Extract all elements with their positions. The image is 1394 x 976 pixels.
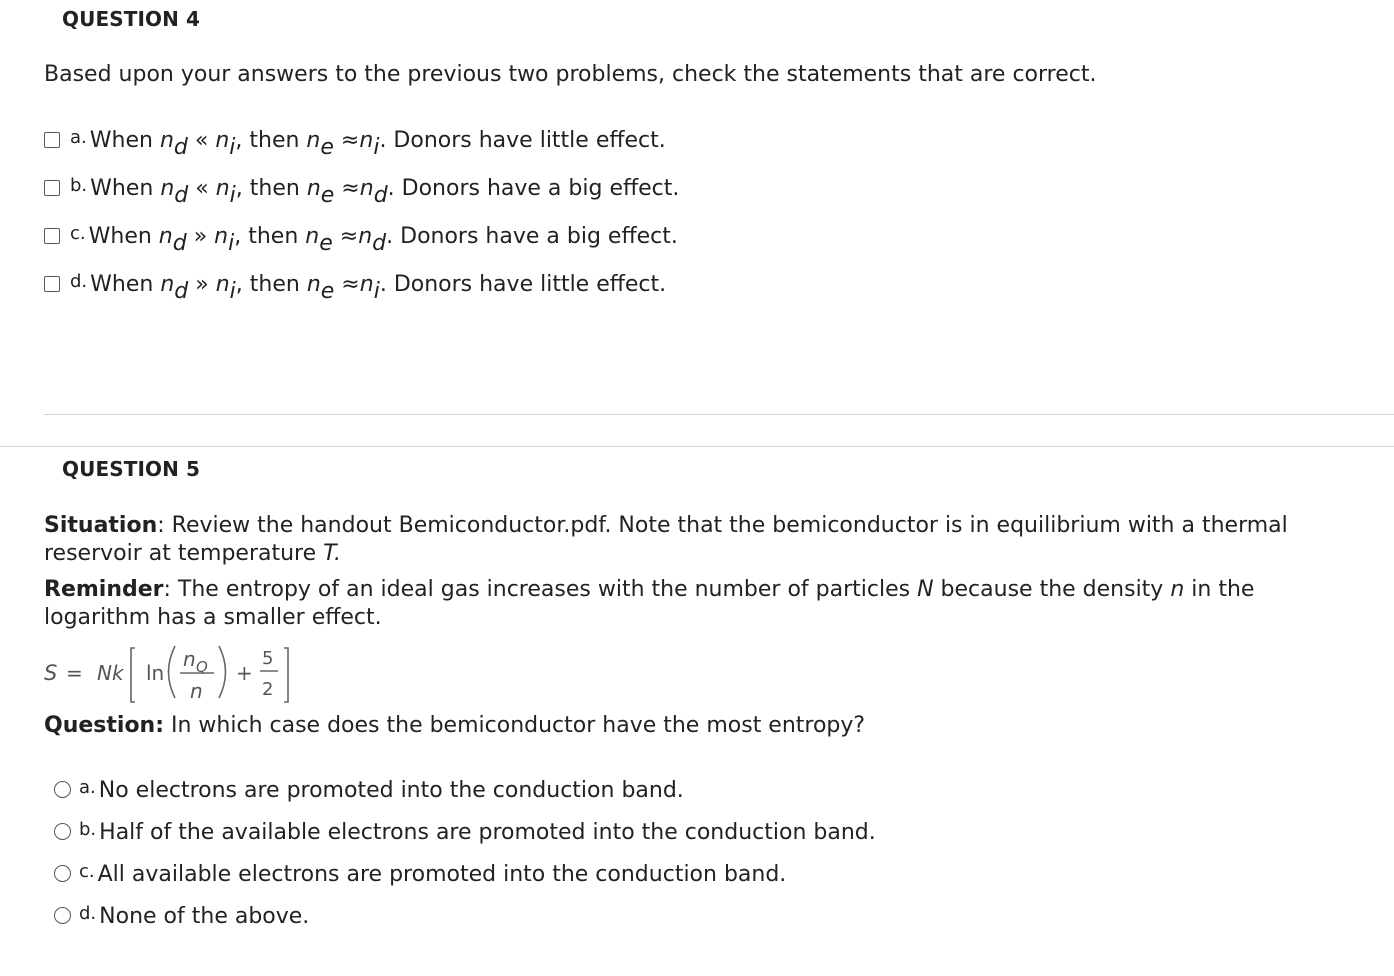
radio-c[interactable] bbox=[54, 865, 71, 882]
choice-letter: d. bbox=[70, 271, 88, 292]
checkbox-a[interactable] bbox=[44, 132, 60, 148]
question-5-title: QUESTION 5 bbox=[62, 457, 201, 481]
option-letter: c. bbox=[79, 861, 95, 882]
radio-b[interactable] bbox=[54, 823, 71, 840]
checkbox-c[interactable] bbox=[44, 228, 60, 244]
option-text: None of the above. bbox=[99, 904, 310, 929]
svg-text:ln: ln bbox=[146, 661, 165, 685]
svg-text:5: 5 bbox=[262, 648, 274, 669]
svg-text:+: + bbox=[236, 661, 253, 685]
option-text: No electrons are promoted into the conduction band. bbox=[98, 778, 684, 803]
q4-choice-b[interactable] bbox=[44, 175, 680, 208]
checkbox-d[interactable] bbox=[44, 276, 60, 292]
svg-text:Nk: Nk bbox=[97, 661, 124, 685]
choice-letter: a. bbox=[70, 127, 87, 148]
option-text: All available electrons are promoted into the conduction band. bbox=[97, 862, 787, 887]
q5-option-b[interactable] bbox=[54, 820, 876, 845]
q5-option-a[interactable] bbox=[54, 778, 684, 803]
choice-letter: c. bbox=[70, 223, 86, 244]
question-4-title: QUESTION 4 bbox=[62, 7, 201, 31]
svg-text:=: = bbox=[66, 661, 83, 685]
situation-text: Situation: Review the handout Bemiconductor.pdf. Note that the bemiconductor is in equilibrium with a thermal reservoir at temperature T. bbox=[44, 513, 1288, 566]
reminder-text: Reminder: The entropy of an ideal gas increases with the number of particles N because the density n in the logarithm has a smaller effect. bbox=[44, 577, 1255, 630]
option-letter: b. bbox=[79, 819, 97, 840]
option-text: Half of the available electrons are promoted into the conduction band. bbox=[99, 820, 876, 845]
q4-choice-c[interactable] bbox=[44, 223, 678, 256]
question-4-prompt: Based upon your answers to the previous two problems, check the statements that are correct. bbox=[44, 62, 1097, 87]
choice-text: When nd » ni, then ne ≈nd. Donors have a big effect. bbox=[88, 224, 678, 256]
radio-d[interactable] bbox=[54, 907, 71, 924]
divider bbox=[0, 446, 1394, 447]
svg-text:Q: Q bbox=[196, 658, 208, 676]
svg-text:n: n bbox=[190, 679, 203, 703]
choice-text: When nd » ni, then ne ≈ni. Donors have little effect. bbox=[90, 272, 667, 304]
svg-text:S: S bbox=[44, 661, 58, 685]
option-letter: d. bbox=[79, 903, 97, 924]
q5-option-c[interactable] bbox=[54, 862, 786, 887]
choice-text: When nd « ni, then ne ≈nd. Donors have a big effect. bbox=[90, 176, 680, 208]
choice-text: When nd « ni, then ne ≈ni. Donors have little effect. bbox=[89, 128, 666, 160]
svg-text:2: 2 bbox=[262, 679, 274, 700]
checkbox-b[interactable] bbox=[44, 180, 60, 196]
radio-a[interactable] bbox=[54, 781, 71, 798]
choice-letter: b. bbox=[70, 175, 88, 196]
q4-choice-a[interactable] bbox=[44, 127, 666, 160]
divider bbox=[44, 414, 1394, 415]
q5-option-d[interactable] bbox=[54, 904, 309, 929]
entropy-formula bbox=[44, 640, 324, 710]
q4-choice-d[interactable] bbox=[44, 271, 667, 304]
option-letter: a. bbox=[79, 777, 96, 798]
svg-text:n: n bbox=[183, 647, 196, 671]
question-text: Question: In which case does the bemiconductor have the most entropy? bbox=[44, 713, 866, 738]
